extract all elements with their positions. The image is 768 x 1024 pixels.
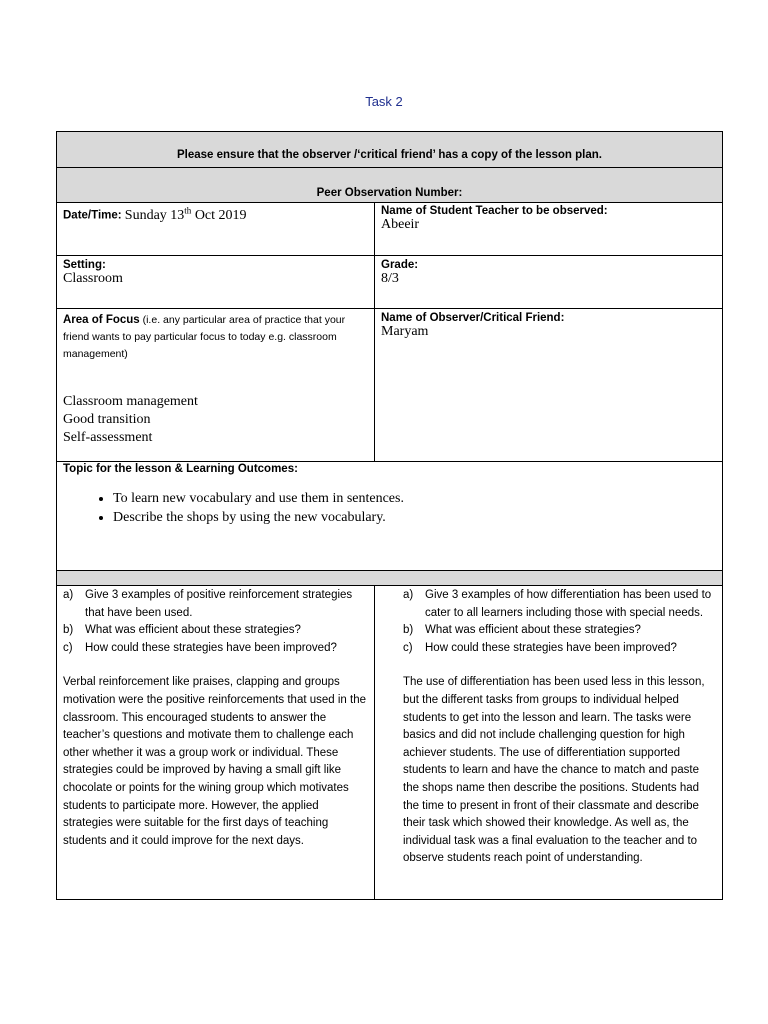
student-teacher-cell [375,203,722,256]
differentiation-questions [403,587,716,657]
setting-cell [57,256,374,309]
student-teacher-label: Name of Student Teacher to be observed: [381,205,608,217]
learning-outcome: • To learn new vocabulary and use them in sentences. [113,489,716,508]
area-of-focus-cell [57,309,374,462]
topic-label: Topic for the lesson & Learning Outcomes: [63,463,298,475]
question-item: a) Give 3 examples of positive reinforcement strategies that have been used. [63,589,353,619]
focus-areas-list [63,393,368,447]
observer-cell [375,309,722,462]
reinforcement-questions [63,587,368,657]
reinforcement-answer: Verbal reinforcement like praises, clapping and groups motivation were the positive reinforcements that used in the classroom. This encouraged students to answer the teacher’s questions and motivate them to challenge each other whether it was a group work or individual. These strategies could be improved by having a small gift like chocolate or points for the wining group which motivates students to participate more. However, the applied strategies were suitable for the first days of teaching students and it could improve for the next days. [63,676,366,847]
differentiation-answer: The use of differentiation has been used less in this lesson, but the different tasks from groups to individual helped students to get into the lesson and learn. The tasks were basics and did not include challenging question for high achiever students. The use of differentiation supported students to learn and have the chance to match and paste the shops name then describe the positions. Students had the time to present in front of their classmate and describe their task which showed their knowledge. As well as, the individual task was a final evaluation to the teacher and to observe students reach point of understanding. [403,676,705,865]
lesson-plan-banner [57,132,722,168]
learning-outcome: • Describe the shops by using the new vocabulary. [113,508,716,527]
area-of-focus-note: (i.e. any particular area of practice that your friend wants to pay particular focus to today e.g. classroom management) [63,314,346,360]
question-item: b) What was efficient about these strategies? [63,624,301,637]
date-time-label: Date/Time: [63,209,122,222]
reinforcement-cell [57,587,374,850]
student-teacher-value: Abeeir [381,217,420,232]
question-item: b) What was efficient about these strategies? [403,624,641,637]
separator-row [57,571,722,586]
observation-form [56,131,723,900]
peer-observation-label: Peer Observation Number: [316,187,463,199]
focus-area-item: Self-assessment [63,430,153,445]
grade-value: 8/3 [381,271,399,286]
question-item: c) How could these strategies have been improved? [63,641,337,654]
banner-text: Please ensure that the observer /‘critical friend’ has a copy of the lesson plan. [176,149,602,161]
learning-outcomes-list [63,489,716,527]
question-item: c) How could these strategies have been improved? [403,641,677,654]
differentiation-cell [375,587,722,868]
grade-label: Grade: [381,259,419,271]
question-item: a) Give 3 examples of how differentiation has been used to cater to all learners including those with special needs. [403,589,712,619]
date-time-value: Sunday 13th Oct 2019 [124,205,247,223]
setting-value: Classroom [63,271,123,286]
page-title: Task 2 [365,94,403,109]
peer-observation-row [57,168,722,203]
observer-label: Name of Observer/Critical Friend: [381,312,565,324]
setting-label: Setting: [63,259,106,271]
focus-area-item: Classroom management [63,394,198,409]
grade-cell [375,256,722,309]
observer-value: Maryam [381,324,429,339]
focus-area-item: Good transition [63,412,151,427]
topic-cell [57,462,722,571]
area-of-focus-label: Area of Focus [63,314,140,326]
date-time-cell [57,203,374,256]
